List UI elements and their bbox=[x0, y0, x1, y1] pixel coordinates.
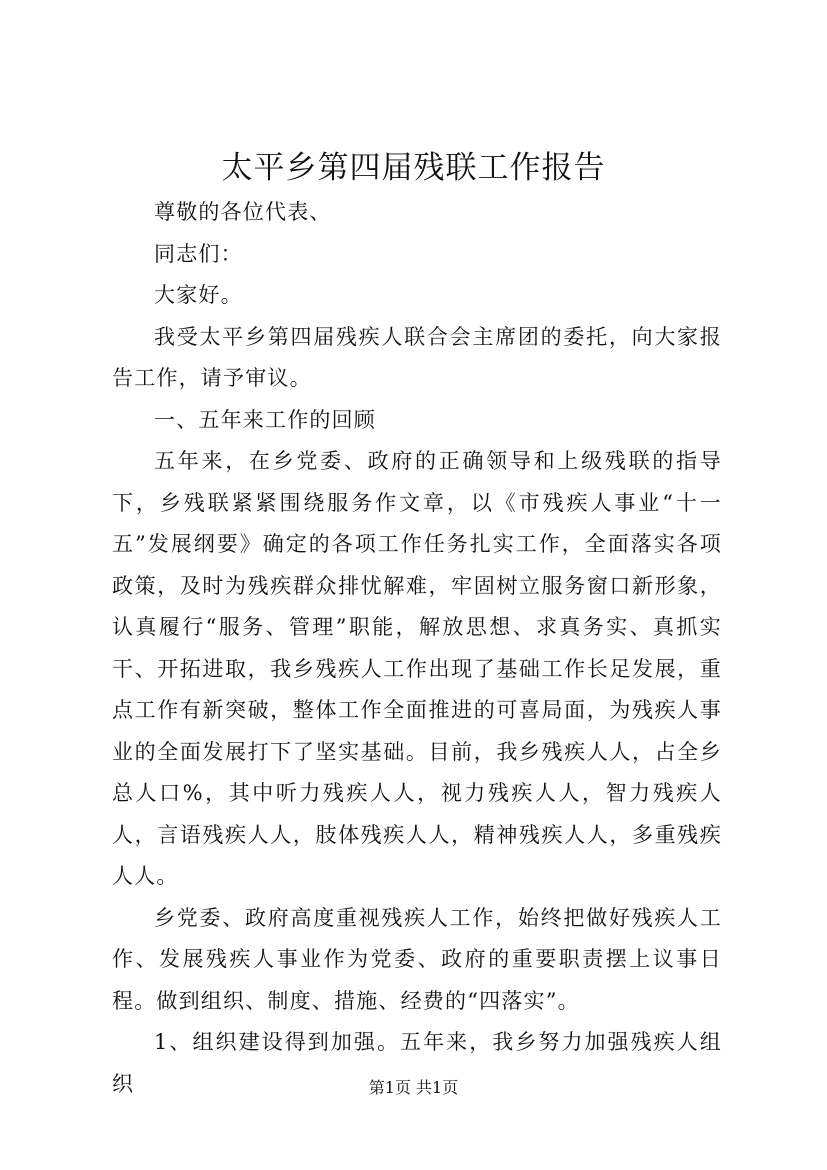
paragraph-intro: 我受太平乡第四届残疾人联合会主席团的委托，向大家报告工作，请予审议。 bbox=[112, 324, 722, 390]
paragraph-salutation-2: 同志们： bbox=[154, 241, 243, 266]
paragraph-greeting: 大家好。 bbox=[154, 283, 243, 307]
paragraph-five-year-review: 五年来，在乡党委、政府的正确领导和上级残联的指导下，乡残联紧紧围绕服务作文章，以《市残疾人事业“十一五”发展纲要》确定的各项工作任务扎实工作，全面落实各项政策，及时为残疾群众排忧解难，牢固树立服务窗口新形象，认真履行“服务、管理”职能，解放思想、求真务实、真抓实干、开拓进取，我乡残疾人工作出现了基础工作长足发展，重点工作有新突破，整体工作全面推进的可喜局面，为残疾人事业的全面发展打下了坚实基础。目前，我乡残疾人人，占全乡总人口%，其中听力残疾人人，视力残疾人人，智力残疾人人，言语残疾人人，肢体残疾人人，精神残疾人人，多重残疾人人。 bbox=[112, 449, 722, 888]
page-indicator: 第1页 共1页 bbox=[368, 1078, 459, 1097]
paragraph-party-support: 乡党委、政府高度重视残疾人工作，始终把做好残疾人工作、发展残疾人事业作为党委、政府的重要职责摆上议事日程。做到组织、制度、措施、经费的“四落实”。 bbox=[112, 905, 722, 1013]
document-body bbox=[112, 192, 722, 1105]
section-heading-review: 一、五年来工作的回顾 bbox=[154, 407, 376, 432]
document-title: 太平乡第四届残联工作报告 bbox=[221, 150, 606, 186]
paragraph-salutation-1: 尊敬的各位代表、 bbox=[154, 200, 332, 224]
paragraph-organization: 1、组织建设得到加强。五年来，我乡努力加强残疾人组织 bbox=[112, 1030, 722, 1096]
